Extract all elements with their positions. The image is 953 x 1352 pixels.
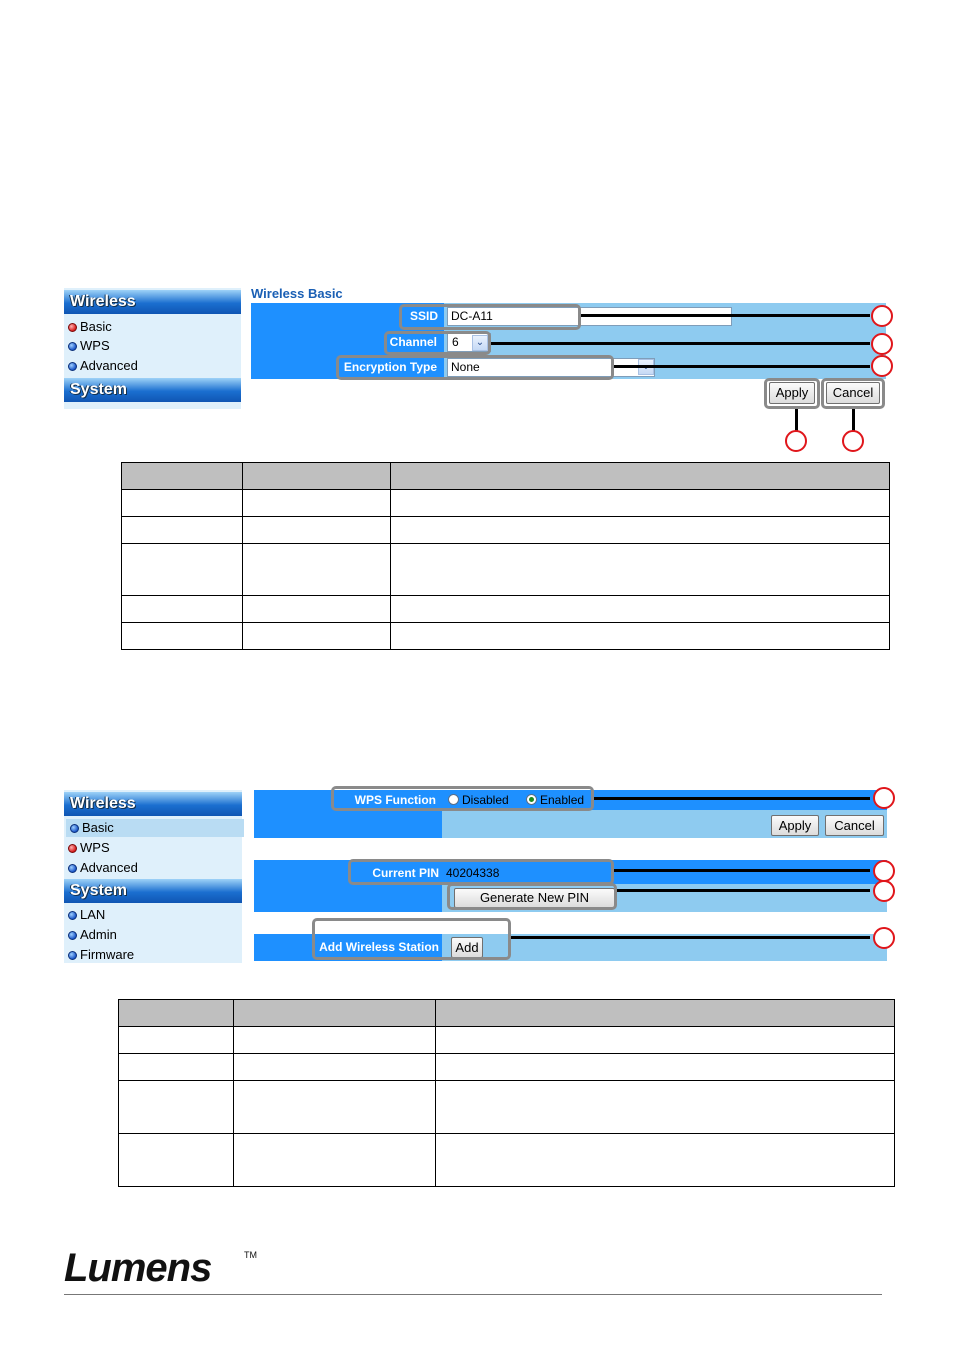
callout-leader-line	[511, 936, 870, 939]
chevron-down-icon[interactable]: ⌄	[472, 335, 488, 351]
sidebar-section-wireless: Wireless	[64, 792, 242, 816]
sidebar-item-label: Admin	[80, 927, 117, 942]
callout-leader-line	[614, 869, 870, 872]
sidebar-item-basic[interactable]	[68, 319, 112, 335]
ssid-label: SSID	[409, 309, 438, 323]
add-wireless-station-label: Add Wireless Station	[319, 940, 439, 954]
radio-label: Enabled	[540, 793, 585, 807]
table-row	[119, 1054, 895, 1081]
add-station-button[interactable]: Add	[451, 937, 483, 958]
callout-number-marker	[871, 355, 893, 377]
sidebar-item-label: WPS	[80, 840, 110, 855]
callout-number-marker	[873, 880, 895, 902]
sidebar-item-advanced[interactable]	[68, 860, 138, 876]
sidebar-item-label: Basic	[82, 820, 114, 835]
callout-number-marker	[871, 305, 893, 327]
table-row	[122, 596, 890, 623]
sidebar-item-firmware[interactable]	[68, 947, 134, 963]
callout-frame-current-pin	[348, 859, 614, 885]
callout-frame-encryption	[336, 355, 614, 380]
status-dot-icon	[70, 824, 79, 833]
status-dot-icon	[68, 931, 77, 940]
table-row	[122, 490, 890, 517]
callout-frame-ssid	[399, 304, 581, 330]
sidebar-item-label: Advanced	[80, 358, 138, 373]
cancel-button[interactable]: Cancel	[826, 382, 880, 404]
callout-leader-line	[581, 314, 870, 317]
footer-divider	[64, 1294, 882, 1295]
radio-label: Disabled	[462, 793, 509, 807]
status-dot-icon	[68, 342, 77, 351]
callout-leader-line	[594, 797, 870, 800]
description-table	[121, 462, 890, 650]
generate-new-pin-button[interactable]: Generate New PIN	[454, 888, 615, 908]
callout-leader-line	[852, 409, 855, 431]
callout-leader-line	[795, 409, 798, 431]
callout-frame-cancel	[821, 378, 885, 409]
callout-frame-apply	[764, 378, 820, 409]
status-dot-icon	[68, 864, 77, 873]
table-header-row	[122, 463, 890, 490]
channel-label: Channel	[389, 335, 437, 349]
callout-frame-channel	[384, 331, 491, 355]
sidebar-item-label: LAN	[80, 907, 106, 922]
current-pin-value: 40204338	[446, 866, 500, 880]
description-table	[118, 999, 895, 1187]
screen1-sidebar	[64, 288, 241, 409]
callout-number-marker	[785, 430, 807, 452]
callout-number-marker	[873, 787, 895, 809]
sidebar-item-advanced[interactable]	[68, 358, 138, 374]
callout-number-marker	[873, 927, 895, 949]
callout-leader-line	[617, 889, 870, 892]
sidebar-section-system: System	[64, 378, 241, 402]
sidebar-item-wps[interactable]	[68, 840, 110, 856]
table-row	[122, 623, 890, 650]
wps-apply-button[interactable]: Apply	[771, 815, 819, 836]
screen2-sidebar	[64, 790, 242, 963]
callout-frame-generate-pin	[447, 883, 617, 910]
callout-number-marker	[871, 333, 893, 355]
sidebar-item-label: Firmware	[80, 947, 135, 962]
trademark-mark: TM	[244, 1250, 257, 1260]
sidebar-section-system: System	[64, 879, 242, 903]
callout-number-marker	[842, 430, 864, 452]
sidebar-item-label: Basic	[80, 319, 112, 334]
ssid-input[interactable]: DC-A11	[447, 307, 732, 326]
current-pin-label: Current PIN	[372, 866, 439, 880]
callout-frame-add-station	[312, 918, 511, 960]
table-row	[119, 1027, 895, 1054]
sidebar-item-lan[interactable]	[68, 907, 105, 923]
callout-number-marker	[873, 860, 895, 882]
sidebar-item-basic[interactable]	[66, 819, 244, 837]
table-row	[119, 1134, 895, 1187]
wps-cancel-button[interactable]: Cancel	[825, 815, 884, 836]
sidebar-section-wireless: Wireless	[64, 290, 241, 314]
callout-leader-line	[614, 365, 870, 368]
table-header-row	[119, 1000, 895, 1027]
table-row	[122, 517, 890, 544]
sidebar-item-wps[interactable]	[68, 338, 110, 354]
status-dot-icon	[68, 323, 77, 332]
page-title: Wireless Basic	[251, 286, 343, 301]
table-row	[122, 544, 890, 596]
channel-select[interactable]: 6	[447, 333, 491, 352]
encryption-type-label: Encryption Type	[343, 360, 437, 374]
sidebar-item-label: Advanced	[80, 860, 138, 875]
apply-button[interactable]: Apply	[769, 382, 815, 404]
table-row	[119, 1081, 895, 1134]
status-dot-icon	[68, 844, 77, 853]
status-dot-icon	[68, 911, 77, 920]
sidebar-item-label: WPS	[80, 338, 110, 353]
sidebar-item-admin[interactable]	[68, 927, 117, 943]
status-dot-icon	[68, 362, 77, 371]
lumens-logo: Lumens	[64, 1246, 212, 1290]
callout-leader-line	[491, 342, 870, 345]
wps-function-label: WPS Function	[354, 793, 436, 807]
callout-frame-wps-function	[331, 786, 594, 811]
status-dot-icon	[68, 951, 77, 960]
encryption-type-select[interactable]: None	[447, 358, 655, 377]
